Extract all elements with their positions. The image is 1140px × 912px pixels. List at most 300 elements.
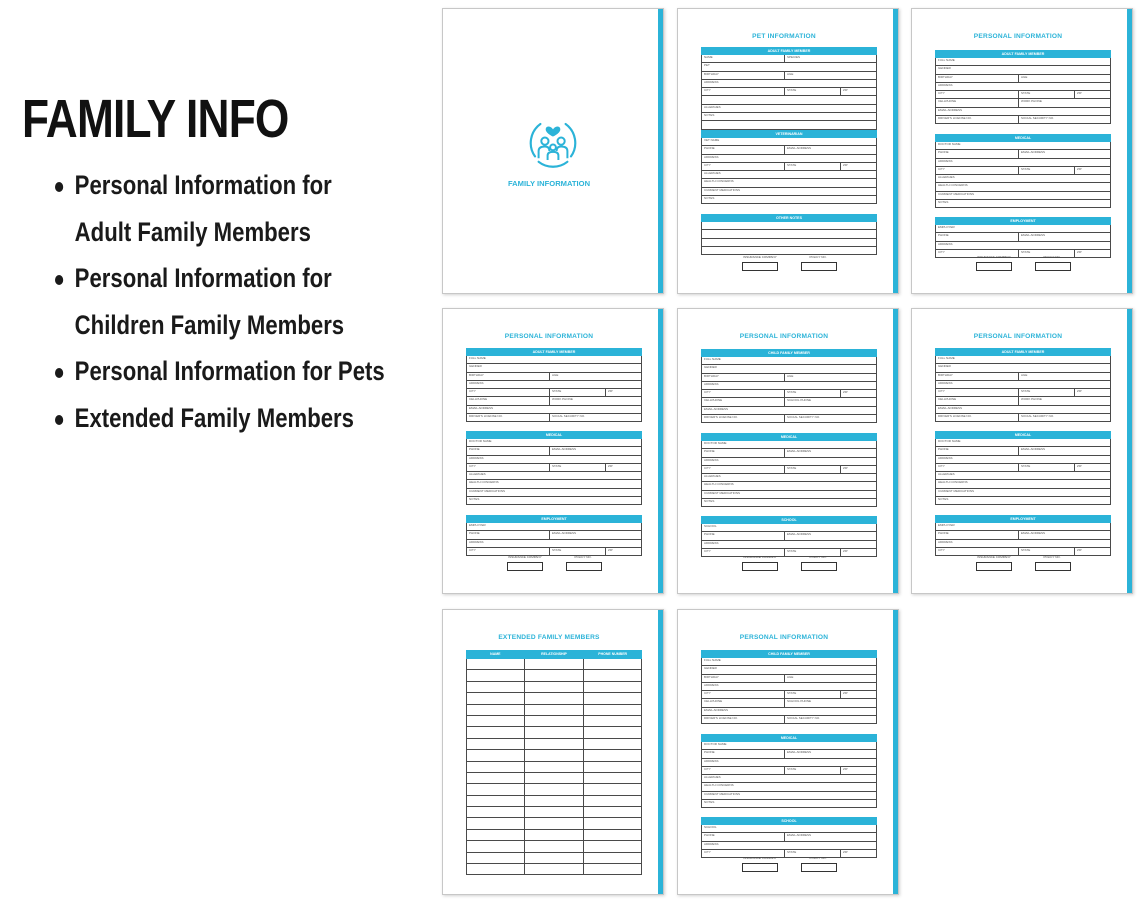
field-label: ZIP (1074, 548, 1082, 555)
policy-label: POLICY NO. (809, 856, 827, 860)
field-label: AGE (784, 374, 793, 381)
field-label: NAME (704, 55, 713, 59)
field-label: ADDRESS (469, 455, 484, 460)
form-section (466, 348, 642, 422)
table-cell[interactable] (584, 693, 641, 703)
form-row[interactable] (701, 675, 877, 683)
table-row[interactable] (466, 853, 642, 864)
form-row[interactable] (935, 472, 1111, 480)
insurance-label: INSURANCE COMPANY (743, 555, 777, 559)
field-label: CURRENT MEDICATIONS (704, 791, 741, 796)
page-adult-information[interactable] (911, 308, 1133, 594)
field-label: HEALTH CONCERNS (704, 783, 734, 788)
table-cell[interactable] (584, 818, 641, 828)
table-cell[interactable] (467, 739, 525, 749)
table-cell[interactable] (467, 773, 525, 783)
form-row[interactable] (935, 83, 1111, 91)
form-row[interactable] (935, 183, 1111, 191)
form-row[interactable] (466, 523, 642, 531)
field-label: ZIP (840, 767, 848, 774)
form-row[interactable] (466, 364, 642, 372)
table-cell[interactable] (525, 693, 583, 703)
table-cell[interactable] (525, 796, 583, 806)
field-label: BIRTHDAY (704, 674, 719, 679)
table-cell[interactable] (467, 864, 525, 874)
form-row[interactable] (935, 389, 1111, 397)
table-cell[interactable] (467, 716, 525, 726)
form-row[interactable] (701, 482, 877, 490)
page-child-information[interactable] (677, 308, 899, 594)
form-section (466, 431, 642, 505)
feature-bullet-text: Personal Information for Pets (74, 356, 385, 386)
table-cell[interactable] (525, 682, 583, 692)
policy-box[interactable] (1035, 562, 1071, 571)
form-row[interactable] (466, 464, 642, 472)
insurance-box[interactable] (742, 562, 778, 571)
policy-box[interactable] (1035, 262, 1071, 271)
form-row[interactable] (701, 658, 877, 666)
form-row[interactable] (935, 489, 1111, 497)
field-label: ALLERGIES (704, 474, 721, 479)
form-row[interactable] (466, 381, 642, 389)
policy-label: POLICY NO. (1043, 555, 1061, 559)
form-row[interactable] (701, 792, 877, 800)
table-cell[interactable] (525, 853, 583, 863)
form-row[interactable] (701, 541, 877, 549)
form-row[interactable] (935, 447, 1111, 455)
field-label: ADDRESS (469, 380, 484, 385)
table-cell[interactable] (584, 739, 641, 749)
form-row[interactable] (935, 381, 1111, 389)
form-row[interactable] (466, 456, 642, 464)
table-cell[interactable] (525, 818, 583, 828)
form-row[interactable] (701, 72, 877, 80)
form-row[interactable] (935, 167, 1111, 175)
form-row[interactable] (701, 146, 877, 154)
field-label: GENDER (704, 365, 717, 370)
field-label: ADDRESS (938, 539, 953, 544)
feature-bullet-text: Personal Information for (74, 263, 332, 293)
page-pet-information[interactable] (677, 8, 899, 294)
table-cell[interactable] (467, 682, 525, 692)
field-label: ADDRESS (938, 158, 953, 163)
table-row[interactable] (466, 705, 642, 716)
form-row[interactable] (935, 233, 1111, 241)
table-cell[interactable] (584, 796, 641, 806)
form-row[interactable] (935, 150, 1111, 158)
field-label: EMAIL ADDRESS (784, 750, 811, 757)
table-cell[interactable] (584, 705, 641, 715)
form-row[interactable] (935, 66, 1111, 74)
form-row[interactable] (701, 458, 877, 466)
table-cell[interactable] (584, 682, 641, 692)
form-row[interactable] (701, 63, 877, 71)
field-label (702, 230, 704, 237)
table-row[interactable] (466, 716, 642, 727)
form-row[interactable] (466, 531, 642, 539)
table-cell[interactable] (584, 784, 641, 794)
form-row[interactable] (935, 480, 1111, 488)
table-cell[interactable] (467, 853, 525, 863)
table-cell[interactable] (525, 841, 583, 851)
form-row[interactable] (935, 464, 1111, 472)
form-row[interactable] (701, 441, 877, 449)
form-row[interactable] (701, 357, 877, 365)
field-label: ALLERGIES (704, 775, 721, 780)
form-row[interactable] (935, 108, 1111, 116)
field-label: CITY (938, 389, 945, 394)
table-row[interactable] (466, 830, 642, 841)
table-cell[interactable] (467, 670, 525, 680)
form-row[interactable] (701, 390, 877, 398)
form-row[interactable] (466, 497, 642, 505)
form-row[interactable] (701, 800, 877, 808)
form-row[interactable] (935, 439, 1111, 447)
field-label (702, 96, 704, 103)
insurance-box[interactable] (976, 262, 1012, 271)
form-row[interactable] (701, 683, 877, 691)
extended-family-table (466, 650, 642, 875)
form-row[interactable] (935, 356, 1111, 364)
table-row[interactable] (466, 682, 642, 693)
table-cell[interactable] (584, 762, 641, 772)
field-label: STATE (549, 464, 561, 471)
form-row[interactable] (701, 382, 877, 390)
form-row[interactable] (466, 397, 642, 405)
form-row[interactable] (701, 775, 877, 783)
page-accent-stripe (1127, 9, 1132, 293)
table-row[interactable] (466, 784, 642, 795)
form-row[interactable] (701, 247, 877, 255)
form-row[interactable] (701, 699, 877, 707)
policy-box[interactable] (801, 262, 837, 271)
table-cell[interactable] (525, 705, 583, 715)
field-label: SOCIAL SECURITY NO. (549, 414, 585, 421)
table-cell[interactable] (525, 727, 583, 737)
table-cell[interactable] (525, 864, 583, 874)
policy-label: POLICY NO. (809, 255, 827, 259)
form-section (701, 349, 877, 423)
table-cell[interactable] (467, 705, 525, 715)
form-row[interactable] (466, 472, 642, 480)
form-row[interactable] (701, 155, 877, 163)
form-row[interactable] (701, 742, 877, 750)
table-cell[interactable] (584, 659, 641, 669)
form-row[interactable] (701, 88, 877, 96)
table-cell[interactable] (584, 716, 641, 726)
table-cell[interactable] (467, 841, 525, 851)
form-row[interactable] (701, 196, 877, 204)
form-row[interactable] (701, 121, 877, 129)
table-cell[interactable] (584, 841, 641, 851)
field-label: CITY (469, 389, 476, 394)
form-row[interactable] (935, 497, 1111, 505)
field-label: AGE (784, 675, 793, 682)
table-cell[interactable] (467, 830, 525, 840)
table-cell[interactable] (467, 693, 525, 703)
column-header: RELATIONSHIP (541, 652, 567, 656)
policy-label: POLICY NO. (809, 555, 827, 559)
section-header: CHILD FAMILY MEMBER (701, 650, 877, 658)
page-footer (912, 555, 1124, 575)
field-label: ALLERGIES (704, 104, 721, 109)
form-row[interactable] (701, 783, 877, 791)
form-row[interactable] (701, 499, 877, 507)
form-row[interactable] (935, 200, 1111, 208)
table-cell[interactable] (584, 727, 641, 737)
policy-box[interactable] (801, 562, 837, 571)
form-row[interactable] (701, 825, 877, 833)
field-label: ADDRESS (938, 380, 953, 385)
table-cell[interactable] (584, 670, 641, 680)
table-cell[interactable] (525, 784, 583, 794)
table-cell[interactable] (467, 818, 525, 828)
form-row[interactable] (701, 138, 877, 146)
insurance-box[interactable] (742, 262, 778, 271)
feature-bullet (55, 395, 385, 442)
table-cell[interactable] (584, 750, 641, 760)
form-row[interactable] (466, 356, 642, 364)
table-cell[interactable] (584, 773, 641, 783)
table-cell[interactable] (525, 762, 583, 772)
form-row[interactable] (701, 750, 877, 758)
form-row[interactable] (935, 116, 1111, 124)
table-cell[interactable] (525, 739, 583, 749)
table-cell[interactable] (525, 773, 583, 783)
form-section (701, 516, 877, 557)
field-label: WORK PHONE (1018, 397, 1042, 404)
form-row[interactable] (701, 466, 877, 474)
form-row[interactable] (701, 96, 877, 104)
field-label: DRIVER'S LICENSE NO. (938, 116, 972, 121)
form-row[interactable] (466, 406, 642, 414)
field-label: GENDER (938, 66, 951, 71)
field-label: BIRTHDAY (938, 74, 953, 79)
form-row[interactable] (701, 716, 877, 724)
table-cell[interactable] (467, 784, 525, 794)
form-row[interactable] (935, 225, 1111, 233)
page-title: PERSONAL INFORMATION (973, 333, 1063, 340)
form-row[interactable] (935, 99, 1111, 107)
form-row[interactable] (701, 163, 877, 171)
page-extended-family[interactable] (442, 609, 664, 895)
form-row[interactable] (935, 364, 1111, 372)
field-label: EMAIL ADDRESS (704, 406, 729, 411)
field-label: SCHOOL (704, 524, 717, 528)
form-row[interactable] (935, 540, 1111, 548)
form-row[interactable] (701, 222, 877, 230)
field-label: PHONE (704, 532, 715, 537)
form-row[interactable] (701, 374, 877, 382)
form-row[interactable] (701, 708, 877, 716)
field-label: CITY (704, 548, 711, 553)
field-label: HEALTH CONCERNS (704, 179, 734, 184)
form-row[interactable] (935, 175, 1111, 183)
field-label: BIRTHDAY (938, 372, 953, 377)
table-cell[interactable] (584, 853, 641, 863)
form-row[interactable] (935, 406, 1111, 414)
table-cell[interactable] (584, 807, 641, 817)
form-row[interactable] (701, 188, 877, 196)
table-row[interactable] (466, 773, 642, 784)
field-label: STATE (549, 548, 561, 555)
form-row[interactable] (701, 171, 877, 179)
form-row[interactable] (701, 532, 877, 540)
field-label: BIRTHDAY (469, 372, 484, 377)
form-row[interactable] (701, 55, 877, 63)
family-heart-icon (526, 115, 580, 169)
form-row[interactable] (935, 531, 1111, 539)
form-row[interactable] (701, 239, 877, 247)
table-row[interactable] (466, 693, 642, 704)
table-cell[interactable] (584, 830, 641, 840)
table-row[interactable] (466, 818, 642, 829)
page-cover[interactable] (442, 8, 664, 294)
section-header: ADULT FAMILY MEMBER (701, 47, 877, 55)
table-row[interactable] (466, 841, 642, 852)
table-cell[interactable] (467, 762, 525, 772)
table-row[interactable] (466, 864, 642, 875)
field-label: EMAIL ADDRESS (784, 532, 811, 539)
table-row[interactable] (466, 659, 642, 670)
insurance-box[interactable] (976, 562, 1012, 571)
form-row[interactable] (701, 767, 877, 775)
table-cell[interactable] (525, 716, 583, 726)
field-label: FULL NAME (938, 58, 955, 62)
form-row[interactable] (701, 842, 877, 850)
form-row[interactable] (466, 447, 642, 455)
form-row[interactable] (935, 91, 1111, 99)
table-cell[interactable] (467, 727, 525, 737)
field-label: FULL NAME (469, 356, 486, 360)
table-row[interactable] (466, 750, 642, 761)
table-cell[interactable] (525, 670, 583, 680)
table-row[interactable] (466, 670, 642, 681)
form-row[interactable] (701, 230, 877, 238)
field-label: ALLERGIES (938, 175, 955, 180)
field-label: EMAIL ADDRESS (549, 531, 576, 538)
policy-box[interactable] (801, 863, 837, 872)
table-cell[interactable] (467, 659, 525, 669)
table-cell[interactable] (525, 807, 583, 817)
form-row[interactable] (935, 373, 1111, 381)
page-adult-information[interactable] (442, 308, 664, 594)
page-child-information[interactable] (677, 609, 899, 895)
form-row[interactable] (701, 449, 877, 457)
page-accent-stripe (893, 610, 898, 894)
form-row[interactable] (466, 540, 642, 548)
form-row[interactable] (701, 759, 877, 767)
form-row[interactable] (466, 414, 642, 422)
feature-bullet (55, 348, 385, 395)
table-row[interactable] (466, 762, 642, 773)
page-footer (443, 555, 655, 575)
cover-title: FAMILY INFORMATION (507, 179, 591, 188)
field-label: ZIP (605, 389, 613, 396)
form-row[interactable] (466, 489, 642, 497)
form-row[interactable] (701, 691, 877, 699)
field-label: CITY (938, 249, 945, 254)
table-row[interactable] (466, 807, 642, 818)
form-row[interactable] (701, 80, 877, 88)
field-label: EMAIL ADDRESS (1018, 233, 1045, 240)
form-section (935, 217, 1111, 258)
field-label: BIRTHDAY (704, 373, 719, 378)
form-row[interactable] (466, 373, 642, 381)
form-row[interactable] (701, 179, 877, 187)
policy-label: POLICY NO. (574, 555, 592, 559)
field-label: CURRENT MEDICATIONS (704, 187, 741, 192)
table-header (466, 650, 642, 659)
form-row[interactable] (935, 192, 1111, 200)
field-label: CITY (704, 691, 711, 696)
form-row[interactable] (701, 407, 877, 415)
table-cell[interactable] (467, 750, 525, 760)
form-row[interactable] (701, 524, 877, 532)
table-cell[interactable] (584, 864, 641, 874)
form-row[interactable] (935, 523, 1111, 531)
form-row[interactable] (701, 833, 877, 841)
form-section (701, 214, 877, 255)
form-row[interactable] (935, 456, 1111, 464)
table-row[interactable] (466, 796, 642, 807)
form-row[interactable] (701, 105, 877, 113)
form-row[interactable] (935, 142, 1111, 150)
table-row[interactable] (466, 727, 642, 738)
form-row[interactable] (466, 389, 642, 397)
field-label: AGE (1018, 75, 1027, 82)
form-row[interactable] (935, 159, 1111, 167)
form-row[interactable] (701, 491, 877, 499)
form-row[interactable] (935, 414, 1111, 422)
form-row[interactable] (466, 480, 642, 488)
form-row[interactable] (466, 439, 642, 447)
field-label: HEALTH CONCERNS (469, 480, 499, 485)
field-label: STATE (784, 466, 796, 473)
form-row[interactable] (701, 365, 877, 373)
field-label: ADDRESS (938, 82, 953, 87)
insurance-label: INSURANCE COMPANY (743, 255, 777, 259)
page-title: EXTENDED FAMILY MEMBERS (498, 634, 600, 641)
table-cell[interactable] (467, 796, 525, 806)
form-row[interactable] (701, 113, 877, 121)
table-cell[interactable] (467, 807, 525, 817)
field-label: STATE (1018, 389, 1030, 396)
table-cell[interactable] (525, 659, 583, 669)
field-label: PHONE (469, 447, 480, 452)
table-cell[interactable] (525, 750, 583, 760)
form-row[interactable] (701, 474, 877, 482)
form-row[interactable] (701, 666, 877, 674)
insurance-box[interactable] (742, 863, 778, 872)
section-header: EMPLOYMENT (935, 217, 1111, 225)
page-adult-information[interactable] (911, 8, 1133, 294)
page-title: PERSONAL INFORMATION (739, 634, 829, 641)
form-row[interactable] (935, 58, 1111, 66)
form-row[interactable] (701, 398, 877, 406)
table-cell[interactable] (525, 830, 583, 840)
form-row[interactable] (935, 75, 1111, 83)
page-footer (912, 255, 1124, 275)
insurance-box[interactable] (507, 562, 543, 571)
form-row[interactable] (935, 397, 1111, 405)
table-row[interactable] (466, 739, 642, 750)
form-row[interactable] (935, 242, 1111, 250)
policy-box[interactable] (566, 562, 602, 571)
field-label: SPECIES (784, 55, 800, 62)
field-label: DRIVER'S LICENSE NO. (469, 414, 503, 419)
form-row[interactable] (701, 415, 877, 423)
